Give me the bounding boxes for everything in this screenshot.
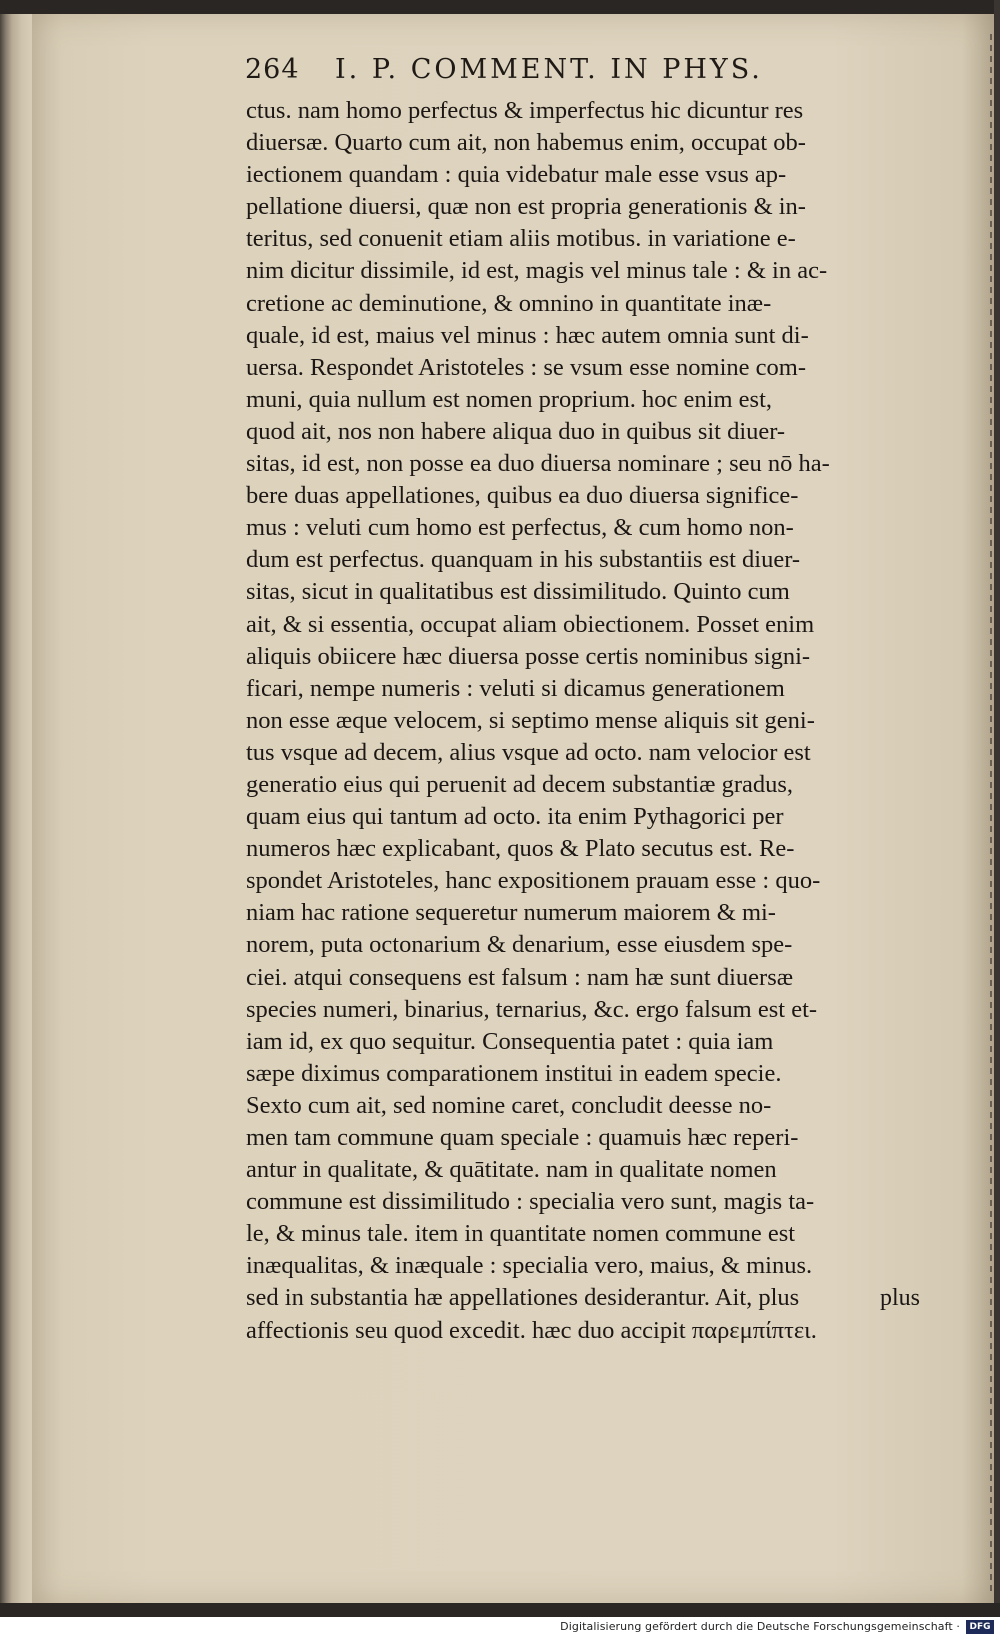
text-line: spondet Aristoteles, hanc expositionem prauam esse : quo- <box>246 867 821 895</box>
text-line: muni, quia nullum est nomen proprium. hoc enim est, <box>246 385 772 413</box>
text-line: antur in qualitate, & quātitate. nam in qualitate nomen <box>246 1156 777 1184</box>
text-line: quale, id est, maius vel minus : hæc autem omnia sunt di- <box>246 321 809 349</box>
text-line: iectionem quandam : quia videbatur male esse vsus ap- <box>246 161 787 189</box>
text-line: pellatione diuersi, quæ non est propria generationis & in- <box>246 193 806 221</box>
text-line: ait, & si essentia, occupat aliam obiectionem. Posset enim <box>246 610 815 638</box>
page-number: 264 <box>245 54 300 85</box>
text-line: le, & minus tale. item in quantitate nomen commune est <box>246 1220 796 1248</box>
page-header <box>245 46 865 86</box>
text-line: teritus, sed conuenit etiam aliis motibus. in variatione e- <box>246 225 796 253</box>
text-line: sitas, sicut in qualitatibus est dissimilitudo. Quinto cum <box>246 578 790 606</box>
running-head: I. P. COMMENT. IN PHYS. <box>335 54 763 85</box>
text-line: species numeri, binarius, ternarius, &c. ergo falsum est et- <box>246 995 818 1023</box>
text-line: generatio eius qui peruenit ad decem substantiæ gradus, <box>246 770 794 798</box>
text-line: Sexto cum ait, sed nomine caret, concludit deesse no- <box>246 1091 772 1119</box>
text-line: cretione ac deminutione, & omnino in quantitate inæ- <box>246 289 772 317</box>
page-edge-rule <box>990 34 992 1594</box>
text-line: sæpe diximus comparationem institui in eadem specie. <box>246 1059 782 1087</box>
text-line: affectionis seu quod excedit. hæc duo accipit παρεμπίπτει. <box>246 1316 817 1344</box>
text-line: tus vsque ad decem, alius vsque ad octo. nam velocior est <box>246 738 811 766</box>
text-line: quod ait, nos non habere aliqua duo in quibus sit diuer- <box>246 417 786 445</box>
text-line: sed in substantia hæ appellationes desiderantur. Ait, plus <box>246 1284 800 1312</box>
text-line: ficari, nempe numeris : veluti si dicamus generationem <box>246 674 785 702</box>
text-line: niam hac ratione sequeretur numerum maiorem & mi- <box>246 899 776 927</box>
text-line: iam id, ex quo sequitur. Consequentia patet : quia iam <box>246 1027 774 1055</box>
text-line: nim dicitur dissimile, id est, magis vel minus tale : & in ac- <box>246 257 828 285</box>
digitization-footer <box>0 1617 1000 1638</box>
book-binding-edge <box>0 14 32 1603</box>
dfg-logo: DFG <box>966 1620 994 1634</box>
text-line: inæqualitas, & inæquale : specialia vero, maius, & minus. <box>246 1252 813 1280</box>
text-line: bere duas appellationes, quibus ea duo diuersa significe- <box>246 482 799 510</box>
catchword: plus <box>880 1285 921 1311</box>
scan-right-edge <box>994 0 1000 1615</box>
text-line: quam eius qui tantum ad octo. ita enim Pythagorici per <box>246 803 784 831</box>
text-line: men tam commune quam speciale : quamuis hæc reperi- <box>246 1124 799 1151</box>
text-line: sitas, id est, non posse ea duo diuersa nominare ; seu nō ha- <box>246 450 830 478</box>
text-line: uersa. Respondet Aristoteles : se vsum esse nomine com- <box>246 353 806 381</box>
funding-credit: Digitalisierung gefördert durch die Deutsche Forschungsgemeinschaft · <box>560 1620 960 1633</box>
scan-top-edge <box>0 0 1000 14</box>
text-line: commune est dissimilitudo : specialia vero sunt, magis ta- <box>246 1188 815 1216</box>
scan-bottom-edge <box>0 1603 1000 1617</box>
text-line: norem, puta octonarium & denarium, esse eiusdem spe- <box>246 931 793 959</box>
text-line: dum est perfectus. quanquam in his substantiis est diuer- <box>246 546 801 574</box>
text-line: diuersæ. Quarto cum ait, non habemus enim, occupat ob- <box>246 129 806 157</box>
text-line: aliquis obiicere hæc diuersa posse certis nominibus signi- <box>246 642 811 670</box>
body-text <box>246 95 956 1347</box>
text-line: numeros hæc explicabant, quos & Plato secutus est. Re- <box>246 835 795 863</box>
text-line: ciei. atqui consequens est falsum : nam hæ sunt diuersæ <box>246 963 794 991</box>
text-line: non esse æque velocem, si septimo mense aliquis sit geni- <box>246 706 815 734</box>
text-line: ctus. nam homo perfectus & imperfectus hic dicuntur res <box>246 97 804 124</box>
text-line: mus : veluti cum homo est perfectus, & cum homo non- <box>246 514 794 542</box>
